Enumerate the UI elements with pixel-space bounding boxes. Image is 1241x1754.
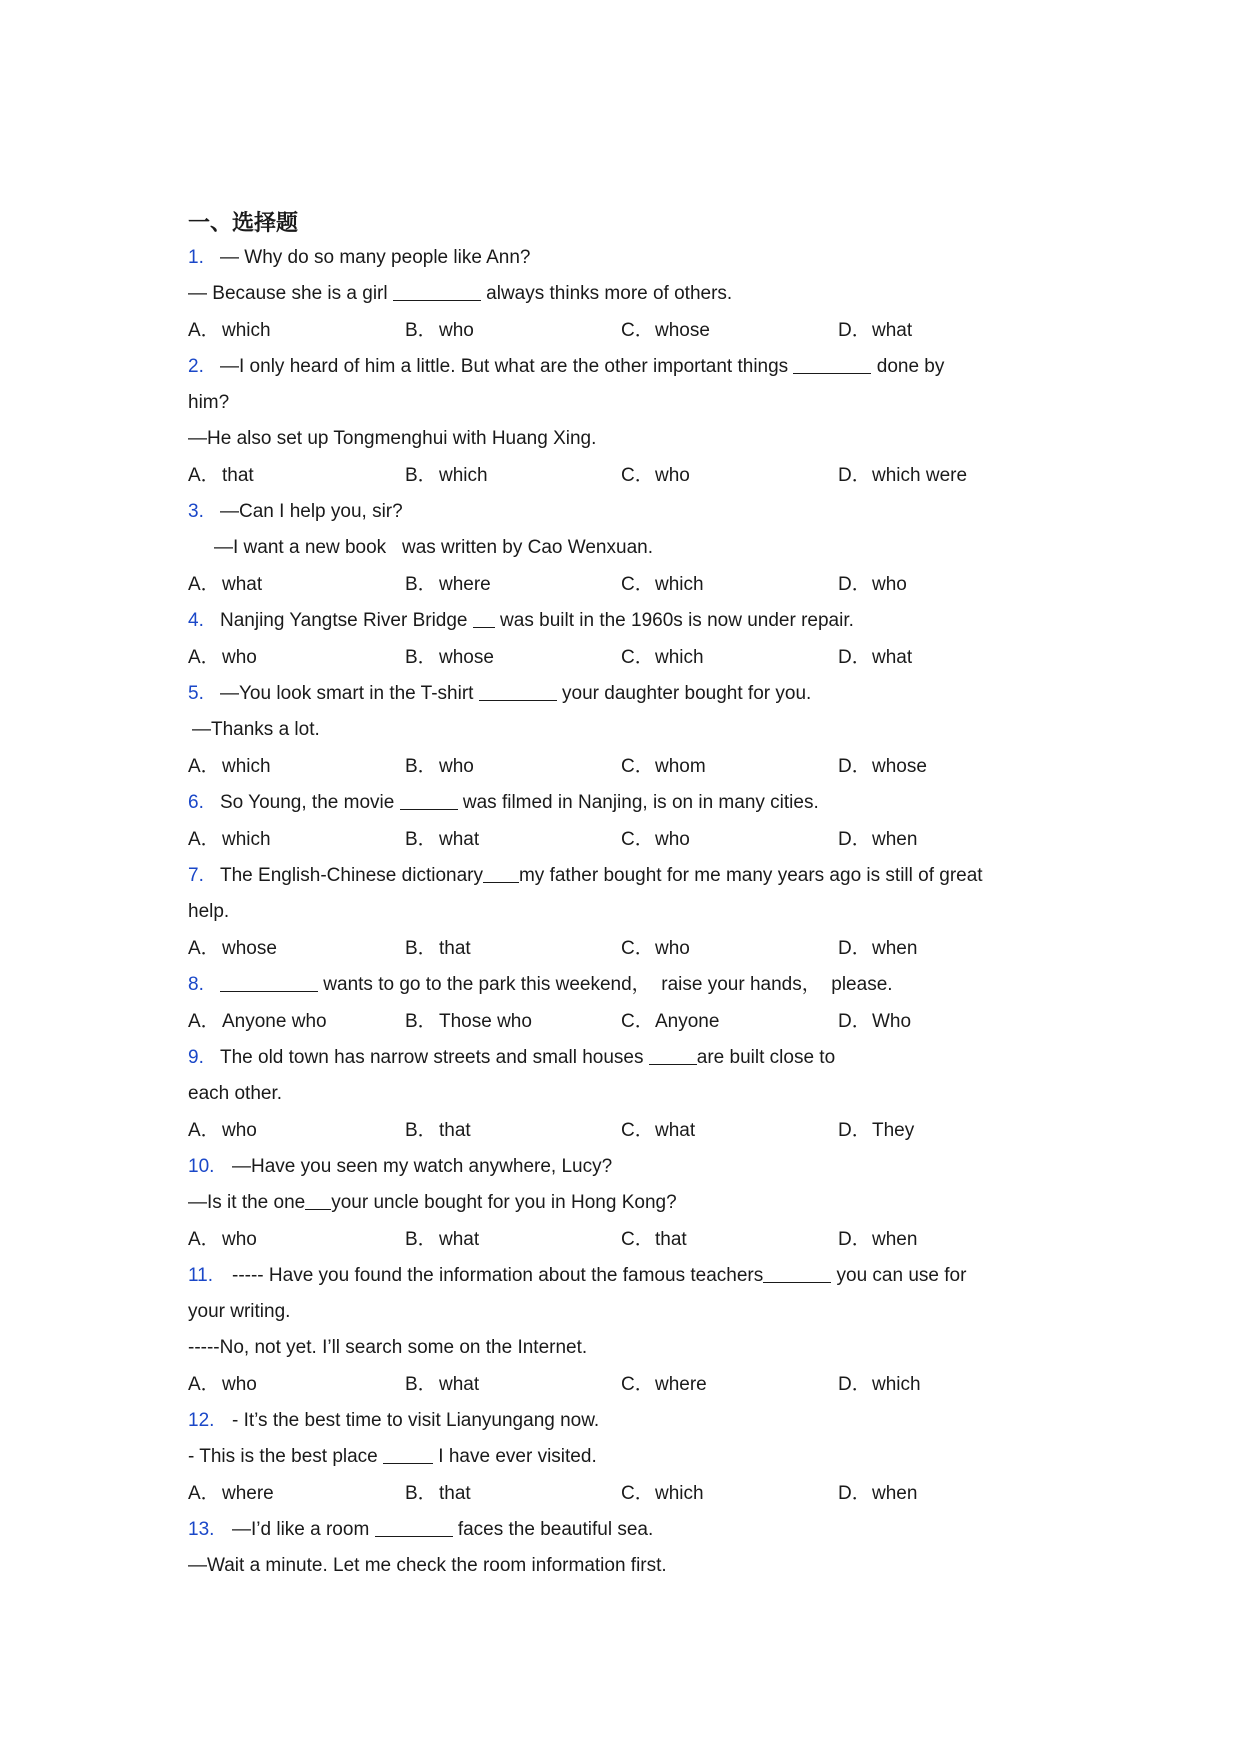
option-d (838, 1366, 921, 1403)
question-text-line (188, 276, 1048, 312)
option-text: which (222, 829, 271, 850)
option-text: that (222, 465, 254, 486)
question-text: was built in the 1960s is now under repair. (494, 610, 854, 631)
question-4 (188, 603, 1048, 676)
option-a (188, 1003, 327, 1040)
option-letter: D． (838, 465, 871, 486)
option-letter: D． (838, 574, 871, 595)
question-number: 8. (188, 974, 204, 995)
question-text-line (188, 1548, 1048, 1584)
option-text: who (439, 320, 474, 341)
option-c (621, 821, 690, 858)
question-text: wants to go to the park this weekend， raise your hands， please. (318, 974, 893, 995)
option-letter: A． (188, 829, 220, 850)
option-letter: B． (405, 1011, 437, 1032)
answer-options (188, 566, 1048, 603)
option-c (621, 1003, 719, 1040)
option-text: Those who (439, 1011, 532, 1032)
option-text: when (872, 1229, 918, 1250)
question-text: done by (871, 356, 945, 377)
option-letter: C． (621, 1483, 654, 1504)
option-b (405, 1366, 479, 1403)
option-letter: A． (188, 938, 220, 959)
answer-options (188, 1112, 1048, 1149)
option-c (621, 930, 690, 967)
option-letter: A． (188, 574, 220, 595)
option-text: who (655, 829, 690, 850)
option-letter: C． (621, 1120, 654, 1141)
option-text: that (655, 1229, 687, 1250)
option-letter: A． (188, 1229, 220, 1250)
question-text: your writing. (188, 1301, 291, 1322)
option-text: that (439, 1483, 471, 1504)
answer-options (188, 821, 1048, 858)
question-text: are built close to (696, 1047, 836, 1068)
question-13 (188, 1512, 1048, 1584)
question-3 (188, 494, 1048, 603)
question-text: Nanjing Yangtse River Bridge (220, 610, 473, 631)
option-letter: C． (621, 1229, 654, 1250)
option-text: what (872, 647, 913, 668)
question-text: - It’s the best time to visit Lianyungang now. (232, 1410, 600, 1431)
question-text-line (188, 240, 1048, 276)
option-d (838, 1003, 911, 1040)
question-1 (188, 240, 1048, 349)
option-letter: B． (405, 1374, 437, 1395)
option-letter: D． (838, 829, 871, 850)
answer-options (188, 748, 1048, 785)
option-text: which (655, 1483, 704, 1504)
question-text-line (188, 676, 1048, 712)
question-list (188, 240, 1048, 1584)
question-text-line (188, 1330, 1048, 1366)
question-number: 10. (188, 1156, 215, 1177)
option-letter: B． (405, 574, 437, 595)
question-text: —Thanks a lot. (192, 719, 320, 740)
question-text-line (188, 1403, 1048, 1439)
option-text: whose (439, 647, 494, 668)
option-letter: A． (188, 1120, 220, 1141)
option-letter: C． (621, 829, 654, 850)
question-text-line (188, 1185, 1048, 1221)
option-letter: C． (621, 320, 654, 341)
option-letter: C． (621, 1374, 654, 1395)
option-letter: B． (405, 1229, 437, 1250)
question-text: —Wait a minute. Let me check the room information first. (188, 1555, 667, 1576)
answer-options (188, 1003, 1048, 1040)
question-text: —You look smart in the T-shirt (220, 683, 479, 704)
question-text: each other. (188, 1083, 283, 1104)
option-a (188, 1475, 274, 1512)
question-5 (188, 676, 1048, 785)
option-b (405, 457, 488, 494)
question-text-line (188, 858, 1048, 894)
option-text: which (655, 574, 704, 595)
answer-blank (479, 680, 557, 701)
option-text: whose (655, 320, 710, 341)
option-b (405, 1003, 532, 1040)
question-text: -----No, not yet. I’ll search some on the Internet. (188, 1337, 588, 1358)
option-letter: C． (621, 465, 654, 486)
option-text: what (439, 1229, 480, 1250)
option-d (838, 1112, 914, 1149)
option-letter: D． (838, 647, 871, 668)
option-text: what (872, 320, 913, 341)
option-b (405, 748, 474, 785)
option-text: who (222, 1120, 257, 1141)
option-letter: A． (188, 465, 220, 486)
answer-options (188, 1366, 1048, 1403)
answer-blank (400, 789, 458, 810)
question-text-line (188, 1294, 1048, 1330)
option-a (188, 748, 271, 785)
question-text-line (188, 385, 1048, 421)
option-text: where (439, 574, 491, 595)
option-c (621, 1112, 695, 1149)
option-d (838, 566, 907, 603)
option-text: what (222, 574, 263, 595)
question-text-line (188, 1512, 1048, 1548)
question-text-line (188, 1439, 1048, 1475)
question-number: 5. (188, 683, 204, 704)
option-a (188, 312, 271, 349)
question-text: —I want a new book was written by Cao Wenxuan. (214, 537, 653, 558)
option-b (405, 930, 471, 967)
option-text: when (872, 829, 918, 850)
option-text: Anyone who (222, 1011, 327, 1032)
question-text: — Because she is a girl (188, 283, 393, 304)
answer-options (188, 312, 1048, 349)
option-b (405, 1112, 471, 1149)
option-letter: B． (405, 829, 437, 850)
question-6 (188, 785, 1048, 858)
option-a (188, 1221, 257, 1258)
option-c (621, 1221, 687, 1258)
option-text: which (655, 647, 704, 668)
option-a (188, 639, 257, 676)
option-text: who (655, 938, 690, 959)
option-letter: A． (188, 320, 220, 341)
answer-options (188, 457, 1048, 494)
option-text: when (872, 1483, 918, 1504)
option-d (838, 312, 912, 349)
question-10 (188, 1149, 1048, 1258)
answer-blank (220, 971, 318, 992)
option-c (621, 457, 690, 494)
option-d (838, 639, 912, 676)
question-text: I have ever visited. (433, 1446, 597, 1467)
option-text: whose (222, 938, 277, 959)
option-c (621, 1475, 704, 1512)
option-text: Anyone (655, 1011, 720, 1032)
question-text: always thinks more of others. (480, 283, 733, 304)
question-text-line (188, 1076, 1048, 1112)
option-text: which (222, 320, 271, 341)
option-c (621, 566, 704, 603)
option-a (188, 930, 277, 967)
option-letter: C． (621, 574, 654, 595)
option-b (405, 1475, 471, 1512)
question-9 (188, 1040, 1048, 1149)
option-text: which (222, 756, 271, 777)
question-text: The English-Chinese dictionary (220, 865, 483, 886)
option-b (405, 639, 494, 676)
question-7 (188, 858, 1048, 967)
option-text: who (222, 647, 257, 668)
question-number: 3. (188, 501, 204, 522)
option-text: whose (872, 756, 927, 777)
option-letter: D． (838, 1229, 871, 1250)
option-b (405, 821, 479, 858)
option-text: what (439, 1374, 480, 1395)
option-text: what (655, 1120, 696, 1141)
option-c (621, 1366, 707, 1403)
answer-options (188, 1475, 1048, 1512)
option-text: where (222, 1483, 274, 1504)
option-a (188, 1366, 257, 1403)
option-text: They (872, 1120, 915, 1141)
question-text: was filmed in Nanjing, is on in many cities. (457, 792, 819, 813)
option-d (838, 457, 967, 494)
option-text: which were (872, 465, 968, 486)
option-a (188, 566, 262, 603)
option-text: who (872, 574, 907, 595)
option-letter: A． (188, 1011, 220, 1032)
question-text: him? (188, 392, 230, 413)
option-b (405, 566, 491, 603)
option-letter: D． (838, 1120, 871, 1141)
question-number: 11. (188, 1265, 214, 1286)
question-text: faces the beautiful sea. (452, 1519, 654, 1540)
option-d (838, 930, 917, 967)
option-c (621, 748, 706, 785)
option-a (188, 1112, 257, 1149)
question-text: —Can I help you, sir? (220, 501, 403, 522)
question-number: 2. (188, 356, 204, 377)
question-text: —I only heard of him a little. But what are the other important things (220, 356, 794, 377)
answer-blank (649, 1044, 697, 1065)
question-number: 4. (188, 610, 204, 631)
option-letter: A． (188, 756, 220, 777)
option-d (838, 748, 927, 785)
question-text: —Is it the one (188, 1192, 306, 1213)
option-letter: D． (838, 1374, 871, 1395)
question-11 (188, 1258, 1048, 1403)
question-text-line (188, 1040, 1048, 1076)
document-page (188, 208, 1048, 1584)
option-text: that (439, 938, 471, 959)
question-text: —Have you seen my watch anywhere, Lucy? (232, 1156, 613, 1177)
question-text: your daughter bought for you. (556, 683, 812, 704)
answer-options (188, 930, 1048, 967)
option-text: who (439, 756, 474, 777)
question-12 (188, 1403, 1048, 1512)
option-text: where (655, 1374, 707, 1395)
answer-blank (393, 280, 481, 301)
question-text-line (188, 894, 1048, 930)
answer-options (188, 639, 1048, 676)
question-text: ----- Have you found the information about the famous teachers (232, 1265, 764, 1286)
option-letter: B． (405, 465, 437, 486)
option-letter: A． (188, 1374, 220, 1395)
question-text: your uncle bought for you in Hong Kong? (331, 1192, 677, 1213)
answer-blank (763, 1262, 831, 1283)
option-text: who (222, 1374, 257, 1395)
question-number: 12. (188, 1410, 215, 1431)
question-text-line (188, 603, 1048, 639)
question-text: you can use for (831, 1265, 967, 1286)
question-text-line (188, 712, 1048, 748)
option-a (188, 821, 271, 858)
option-letter: B． (405, 647, 437, 668)
question-number: 7. (188, 865, 204, 886)
answer-blank (793, 353, 871, 374)
question-text: —He also set up Tongmenghui with Huang Xing. (188, 428, 597, 449)
question-text: The old town has narrow streets and small houses (220, 1047, 649, 1068)
question-number: 1. (188, 247, 204, 268)
question-text-line (188, 1149, 1048, 1185)
option-text: when (872, 938, 918, 959)
option-letter: D． (838, 1483, 871, 1504)
question-text: —I’d like a room (232, 1519, 375, 1540)
answer-options (188, 1221, 1048, 1258)
option-letter: B． (405, 756, 437, 777)
option-letter: A． (188, 1483, 220, 1504)
question-text-line (188, 967, 1048, 1003)
option-letter: C． (621, 1011, 654, 1032)
option-letter: D． (838, 320, 871, 341)
option-b (405, 1221, 479, 1258)
option-letter: D． (838, 938, 871, 959)
question-text: my father bought for me many years ago is still of great (518, 865, 983, 886)
answer-blank (483, 862, 519, 883)
answer-blank (305, 1189, 331, 1210)
option-c (621, 312, 710, 349)
option-letter: B． (405, 320, 437, 341)
option-c (621, 639, 704, 676)
option-text: which (872, 1374, 921, 1395)
option-d (838, 1221, 917, 1258)
option-letter: B． (405, 938, 437, 959)
option-text: that (439, 1120, 471, 1141)
option-b (405, 312, 474, 349)
option-letter: C． (621, 756, 654, 777)
answer-blank (375, 1516, 453, 1537)
option-letter: D． (838, 756, 871, 777)
question-text-line (188, 494, 1048, 530)
option-letter: B． (405, 1120, 437, 1141)
option-a (188, 457, 254, 494)
option-letter: C． (621, 647, 654, 668)
option-letter: A． (188, 647, 220, 668)
option-text: what (439, 829, 480, 850)
answer-blank (473, 607, 495, 628)
question-number: 13. (188, 1519, 215, 1540)
option-letter: B． (405, 1483, 437, 1504)
question-8 (188, 967, 1048, 1040)
option-letter: D． (838, 1011, 871, 1032)
question-2 (188, 349, 1048, 494)
question-number: 6. (188, 792, 204, 813)
option-text: who (655, 465, 690, 486)
question-text-line (188, 785, 1048, 821)
option-text: Who (872, 1011, 912, 1032)
question-text-line (188, 1258, 1048, 1294)
option-letter: C． (621, 938, 654, 959)
question-text: So Young, the movie (220, 792, 400, 813)
option-text: who (222, 1229, 257, 1250)
option-d (838, 821, 917, 858)
question-number: 9. (188, 1047, 204, 1068)
option-text: which (439, 465, 488, 486)
option-d (838, 1475, 917, 1512)
option-text: whom (655, 756, 706, 777)
section-title: 一、选择题 (188, 211, 299, 236)
question-text: - This is the best place (188, 1446, 384, 1467)
question-text-line (188, 530, 1048, 566)
question-text-line (188, 349, 1048, 385)
question-text: — Why do so many people like Ann? (220, 247, 531, 268)
question-text: help. (188, 901, 230, 922)
question-text-line (188, 421, 1048, 457)
answer-blank (383, 1443, 433, 1464)
